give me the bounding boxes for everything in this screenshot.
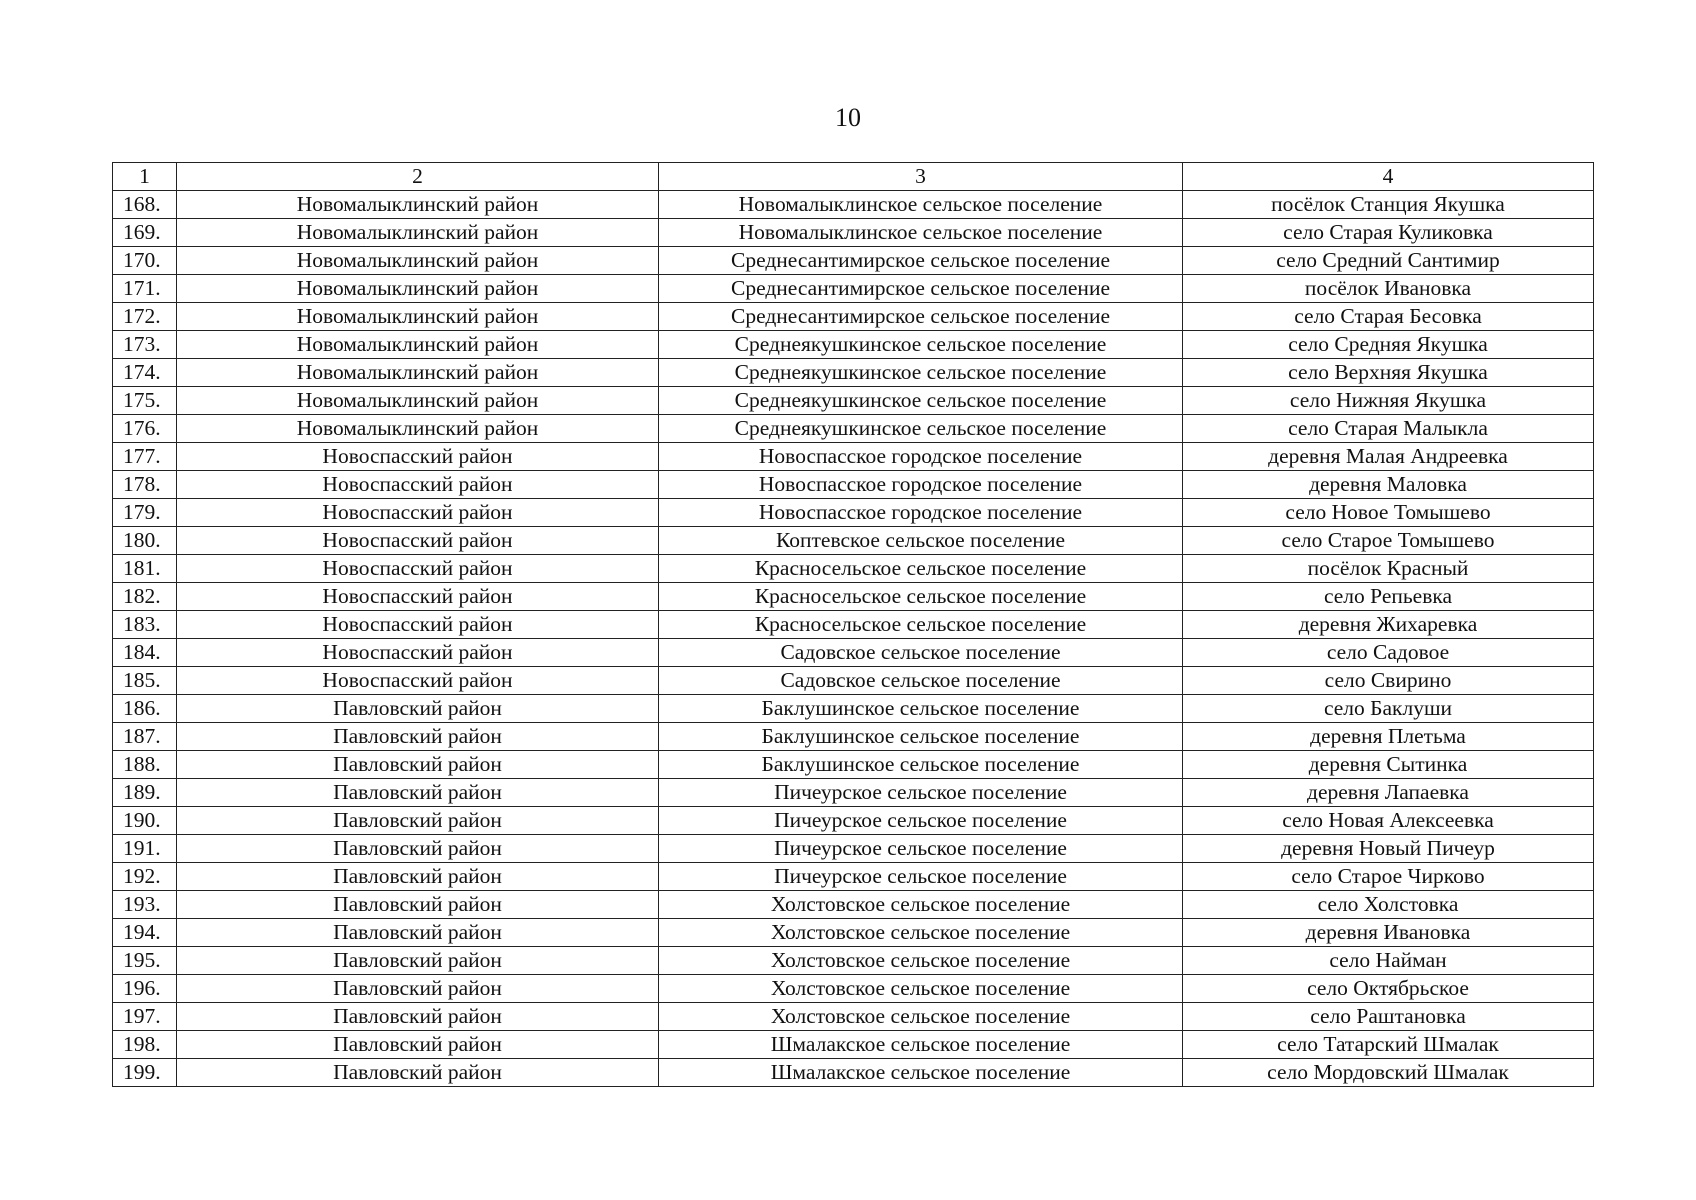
settlement-cell: Среднесантимирское сельское поселение [659,275,1183,303]
table-row [113,1059,1594,1087]
settlement-cell: Новоспасское городское поселение [659,443,1183,471]
row-number: 187. [113,723,177,751]
settlement-cell: Пичеурское сельское поселение [659,835,1183,863]
table-row [113,751,1594,779]
row-number: 169. [113,219,177,247]
district-cell: Павловский район [177,695,659,723]
locality-cell: село Татарский Шмалак [1183,1031,1594,1059]
locality-cell: село Раштановка [1183,1003,1594,1031]
table-row [113,275,1594,303]
row-number: 175. [113,387,177,415]
table-row [113,807,1594,835]
locality-cell: село Старая Бесовка [1183,303,1594,331]
locality-cell: село Найман [1183,947,1594,975]
district-cell: Новомалыклинский район [177,191,659,219]
district-cell: Новомалыклинский район [177,219,659,247]
settlement-cell: Холстовское сельское поселение [659,919,1183,947]
district-cell: Новоспасский район [177,667,659,695]
district-cell: Новоспасский район [177,583,659,611]
table-row [113,415,1594,443]
district-cell: Павловский район [177,947,659,975]
row-number: 176. [113,415,177,443]
row-number: 186. [113,695,177,723]
table-row [113,471,1594,499]
settlement-cell: Холстовское сельское поселение [659,975,1183,1003]
table-row [113,443,1594,471]
settlement-cell: Холстовское сельское поселение [659,1003,1183,1031]
table-row [113,611,1594,639]
locality-cell: село Баклуши [1183,695,1594,723]
settlement-cell: Среднеякушкинское сельское поселение [659,359,1183,387]
settlement-cell: Садовское сельское поселение [659,667,1183,695]
locality-cell: деревня Сытинка [1183,751,1594,779]
district-cell: Новоспасский район [177,555,659,583]
locality-cell: деревня Новый Пичеур [1183,835,1594,863]
district-cell: Павловский район [177,975,659,1003]
locality-cell: посёлок Красный [1183,555,1594,583]
row-number: 199. [113,1059,177,1087]
row-number: 194. [113,919,177,947]
settlement-cell: Баклушинское сельское поселение [659,723,1183,751]
table-row [113,667,1594,695]
table-row [113,975,1594,1003]
table-body [113,191,1594,1087]
locality-cell: село Старая Куликовка [1183,219,1594,247]
settlement-cell: Новоспасское городское поселение [659,471,1183,499]
page-number: 10 [835,103,861,132]
settlement-cell: Новомалыклинское сельское поселение [659,219,1183,247]
table-row [113,247,1594,275]
row-number: 173. [113,331,177,359]
locality-cell: деревня Ивановка [1183,919,1594,947]
table-row [113,1031,1594,1059]
settlement-cell: Среднесантимирское сельское поселение [659,247,1183,275]
district-cell: Павловский район [177,919,659,947]
settlement-cell: Пичеурское сельское поселение [659,807,1183,835]
district-cell: Павловский район [177,807,659,835]
district-cell: Новомалыклинский район [177,247,659,275]
header-col-2: 2 [177,163,659,191]
table-row [113,723,1594,751]
table-row [113,583,1594,611]
district-cell: Новоспасский район [177,527,659,555]
locality-cell: село Старое Чирково [1183,863,1594,891]
table-row [113,947,1594,975]
settlement-cell: Пичеурское сельское поселение [659,863,1183,891]
locality-cell: село Старая Малыкла [1183,415,1594,443]
district-cell: Павловский район [177,1003,659,1031]
header-col-4: 4 [1183,163,1594,191]
locality-cell: село Средняя Якушка [1183,331,1594,359]
district-cell: Павловский район [177,723,659,751]
district-cell: Новомалыклинский район [177,275,659,303]
row-number: 180. [113,527,177,555]
table-row [113,219,1594,247]
row-number: 193. [113,891,177,919]
row-number: 170. [113,247,177,275]
table-row [113,863,1594,891]
district-cell: Новоспасский район [177,443,659,471]
locality-cell: деревня Плетьма [1183,723,1594,751]
locality-cell: село Садовое [1183,639,1594,667]
settlement-cell: Новоспасское городское поселение [659,499,1183,527]
settlement-cell: Холстовское сельское поселение [659,947,1183,975]
settlement-cell: Садовское сельское поселение [659,639,1183,667]
settlement-cell: Красносельское сельское поселение [659,583,1183,611]
locality-cell: село Октябрьское [1183,975,1594,1003]
locality-cell: село Средний Сантимир [1183,247,1594,275]
locality-cell: село Холстовка [1183,891,1594,919]
settlement-cell: Коптевское сельское поселение [659,527,1183,555]
table-row [113,527,1594,555]
district-cell: Павловский район [177,863,659,891]
row-number: 174. [113,359,177,387]
locality-cell: деревня Малая Андреевка [1183,443,1594,471]
settlement-cell: Баклушинское сельское поселение [659,751,1183,779]
row-number: 168. [113,191,177,219]
table-header [113,163,1594,191]
row-number: 198. [113,1031,177,1059]
header-col-1: 1 [113,163,177,191]
row-number: 182. [113,583,177,611]
row-number: 178. [113,471,177,499]
table-row [113,919,1594,947]
settlement-cell: Холстовское сельское поселение [659,891,1183,919]
table-row [113,639,1594,667]
locality-cell: деревня Маловка [1183,471,1594,499]
row-number: 179. [113,499,177,527]
district-cell: Новомалыклинский район [177,415,659,443]
settlement-cell: Баклушинское сельское поселение [659,695,1183,723]
table-row [113,387,1594,415]
district-cell: Павловский район [177,835,659,863]
district-cell: Павловский район [177,751,659,779]
settlement-cell: Красносельское сельское поселение [659,555,1183,583]
table-row [113,359,1594,387]
district-cell: Новомалыклинский район [177,331,659,359]
row-number: 183. [113,611,177,639]
district-cell: Новоспасский район [177,611,659,639]
row-number: 189. [113,779,177,807]
district-cell: Новоспасский район [177,639,659,667]
table-row [113,303,1594,331]
settlement-cell: Среднеякушкинское сельское поселение [659,387,1183,415]
table-row [113,695,1594,723]
table-row [113,835,1594,863]
row-number: 181. [113,555,177,583]
row-number: 197. [113,1003,177,1031]
table-row [113,779,1594,807]
table-row [113,891,1594,919]
locality-cell: село Новое Томышево [1183,499,1594,527]
district-cell: Павловский район [177,779,659,807]
locality-cell: посёлок Ивановка [1183,275,1594,303]
district-cell: Новоспасский район [177,471,659,499]
row-number: 196. [113,975,177,1003]
row-number: 192. [113,863,177,891]
row-number: 177. [113,443,177,471]
row-number: 171. [113,275,177,303]
locality-cell: деревня Лапаевка [1183,779,1594,807]
settlement-cell: Шмалакское сельское поселение [659,1059,1183,1087]
locality-cell: посёлок Станция Якушка [1183,191,1594,219]
row-number: 184. [113,639,177,667]
locality-cell: село Мордовский Шмалак [1183,1059,1594,1087]
settlement-cell: Среднеякушкинское сельское поселение [659,415,1183,443]
district-cell: Павловский район [177,1031,659,1059]
row-number: 191. [113,835,177,863]
row-number: 190. [113,807,177,835]
row-number: 172. [113,303,177,331]
table-row [113,499,1594,527]
row-number: 195. [113,947,177,975]
settlements-table [112,162,1594,1087]
locality-cell: село Старое Томышево [1183,527,1594,555]
header-row [113,163,1594,191]
locality-cell: село Верхняя Якушка [1183,359,1594,387]
settlement-cell: Новомалыклинское сельское поселение [659,191,1183,219]
district-cell: Павловский район [177,891,659,919]
settlement-cell: Шмалакское сельское поселение [659,1031,1183,1059]
table-row [113,331,1594,359]
table-row [113,1003,1594,1031]
settlement-cell: Среднеякушкинское сельское поселение [659,331,1183,359]
row-number: 188. [113,751,177,779]
locality-cell: село Свирино [1183,667,1594,695]
district-cell: Новоспасский район [177,499,659,527]
locality-cell: деревня Жихаревка [1183,611,1594,639]
settlement-cell: Пичеурское сельское поселение [659,779,1183,807]
locality-cell: село Нижняя Якушка [1183,387,1594,415]
locality-cell: село Репьевка [1183,583,1594,611]
district-cell: Новомалыклинский район [177,387,659,415]
table-row [113,555,1594,583]
locality-cell: село Новая Алексеевка [1183,807,1594,835]
district-cell: Павловский район [177,1059,659,1087]
district-cell: Новомалыклинский район [177,303,659,331]
header-col-3: 3 [659,163,1183,191]
table-row [113,191,1594,219]
settlement-cell: Красносельское сельское поселение [659,611,1183,639]
district-cell: Новомалыклинский район [177,359,659,387]
row-number: 185. [113,667,177,695]
settlement-cell: Среднесантимирское сельское поселение [659,303,1183,331]
